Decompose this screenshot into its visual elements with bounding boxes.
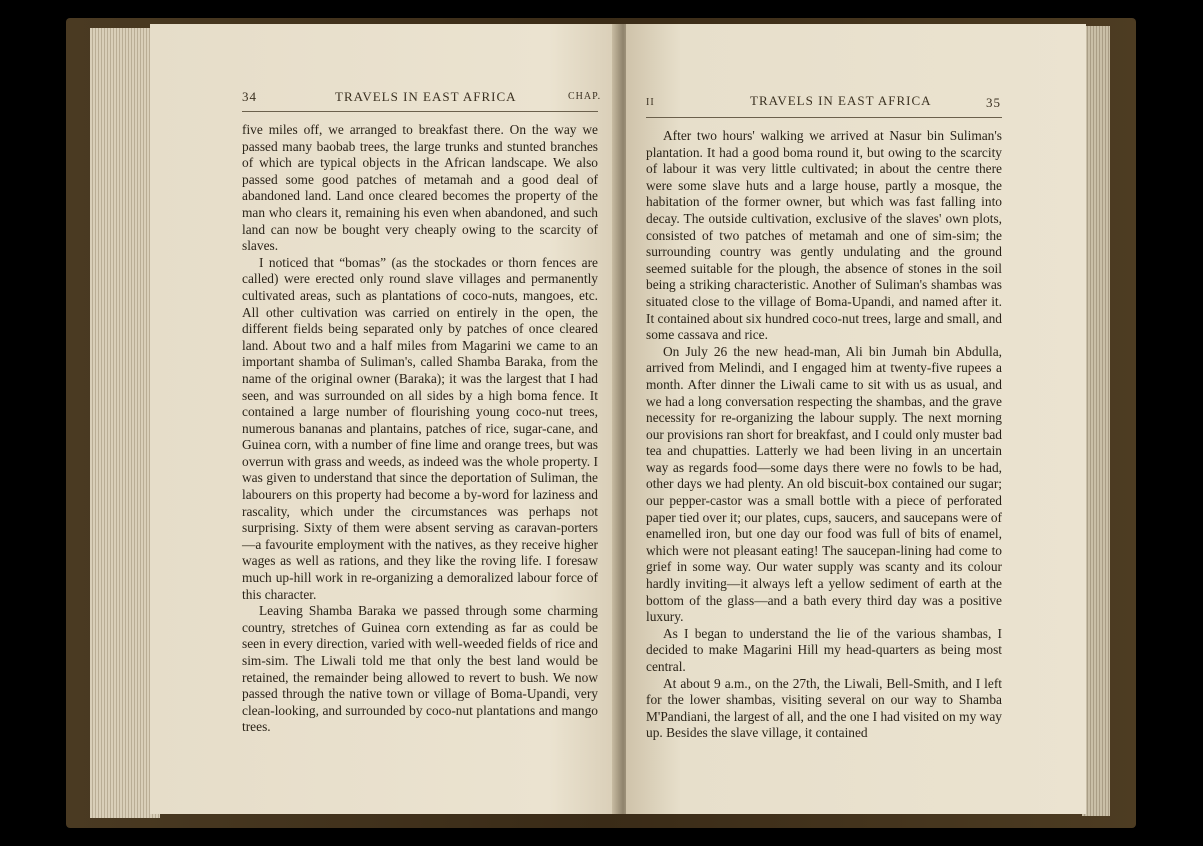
right-page-edges [1082, 26, 1110, 816]
right-page [626, 24, 1086, 814]
right-page-number: 35 [986, 95, 1001, 110]
left-header-rule [242, 111, 598, 112]
right-paragraph: At about 9 a.m., on the 27th, the Liwali, Bell-Smith, and I left for the lower shambas, visiting several on our way to Shamba M'Pandiani, the largest of all, and the one I had visited on my way up. Besides the slave village, it contained [646, 675, 1002, 741]
right-paragraph: As I began to understand the lie of the various shambas, I decided to make Magarini Hill my head-quarters as being most central. [646, 625, 1002, 674]
left-page-number: 34 [242, 89, 257, 104]
right-paragraph: After two hours' walking we arrived at Nasur bin Suliman's plantation. It had a good boma round it, but owing to the scarcity of labour it was very little cultivated; in about the centre there were some slave huts and a large house, partly a mosque, the habitation of the former owner, but which was fast falling into decay. The outside cultivation, exclusive of the slaves' own plots, consisted of two patches of metamah and one of sim-sim; the surrounding country was gently undulating and the ground seemed suitable for the plough, the absence of stones in the soil being a striking characteristic. Another of Suliman's shambas was situated close to the village of Boma-Upandi, and named after it. It contained about six hundred coco-nut trees, large and small, and some cassava and rice. [646, 128, 1002, 343]
left-body [242, 122, 598, 736]
right-paragraph: On July 26 the new head-man, Ali bin Jumah bin Abdulla, arrived from Melindi, and I engaged him at twenty-five rupees a month. After dinner the Liwali came to sit with us as usual, and we had a long conversation respecting the shambas, and the grave necessity for re-organizing the labour supply. The next morning our provisions ran short for breakfast, and I could only muster bad tea and chupatties. Latterly we had been living in an uncertain way as regards food—some days there were no fowls to be had, other days we had plenty. An old biscuit-box contained our sugar; our pepper-castor was a small bottle with a piece of perforated paper tied over it; our plates, cups, saucers, and saucepans were of enamelled iron, but one day our food was full of bits of enamel, which were not pleasant eating! The saucepan-lining had come to grief in some way. Our water supply was scanty and its colour hardly inviting—it always left a yellow sediment of earth at the bottom of the glass—and a bath every third day was a positive luxury. [646, 343, 1002, 625]
left-paragraph: Leaving Shamba Baraka we passed through some charming country, stretches of Guinea corn extending as far as could be seen in every direction, varied with well-weeded fields of rice and sim-sim. The Liwali told me that only the best land would be retained, the remainder being allowed to revert to bush. We now passed through the native town or village of Boma-Upandi, very clean-looking, and surrounded by coco-nut plantations and mango trees. [242, 603, 598, 735]
left-paragraph: five miles off, we arranged to breakfast there. On the way we passed many baobab trees, the large trunks and stunted branches of which are typical objects in the African landscape. We also passed some good patches of metamah and a good deal of abandoned land. Land once cleared becomes the property of the man who clears it, remaining his even when abandoned, and such land can now be bought very cheaply owing to the scarcity of slaves. [242, 122, 598, 254]
right-body [646, 128, 1002, 742]
left-chapter-label: CHAP. [568, 91, 602, 102]
right-running-title: TRAVELS IN EAST AFRICA [750, 93, 932, 108]
right-chapter-label: II [646, 97, 655, 108]
right-header-rule [646, 117, 1002, 118]
left-running-title: TRAVELS IN EAST AFRICA [335, 89, 517, 104]
left-paragraph: I noticed that “bomas” (as the stockades or thorn fences are called) were erected only round slave villages and permanently cultivated areas, such as plantations of coco-nuts, mangoes, etc. All other cultivation was carried on entirely in the open, the different fields being separated only by patches of once cleared land. About two and a half miles from Magarini we came to an important shamba of Suliman's, called Shamba Baraka, from the name of the original owner (Baraka); it was the largest that I had seen, and was surrounded on all sides by a high boma fence. It contained a large number of flourishing young coco-nut trees, numerous bananas and plantains, patches of rice, sugar-cane, and Guinea corn, with a number of fine lime and orange trees, but was overrun with grass and weeds, as indeed was the whole property. I was given to understand that since the deportation of Suliman, the labourers on this property had become a by-word for laziness and rascality, which under the circumstances was perhaps not surprising. Sixty of them were absent serving as caravan-porters—a favourite employment with the natives, as they receive higher wages as well as rations, and they like the roving life. I foresaw much up-hill work in re-organizing a demoralized labour force of this character. [242, 254, 598, 602]
left-page [150, 24, 620, 814]
